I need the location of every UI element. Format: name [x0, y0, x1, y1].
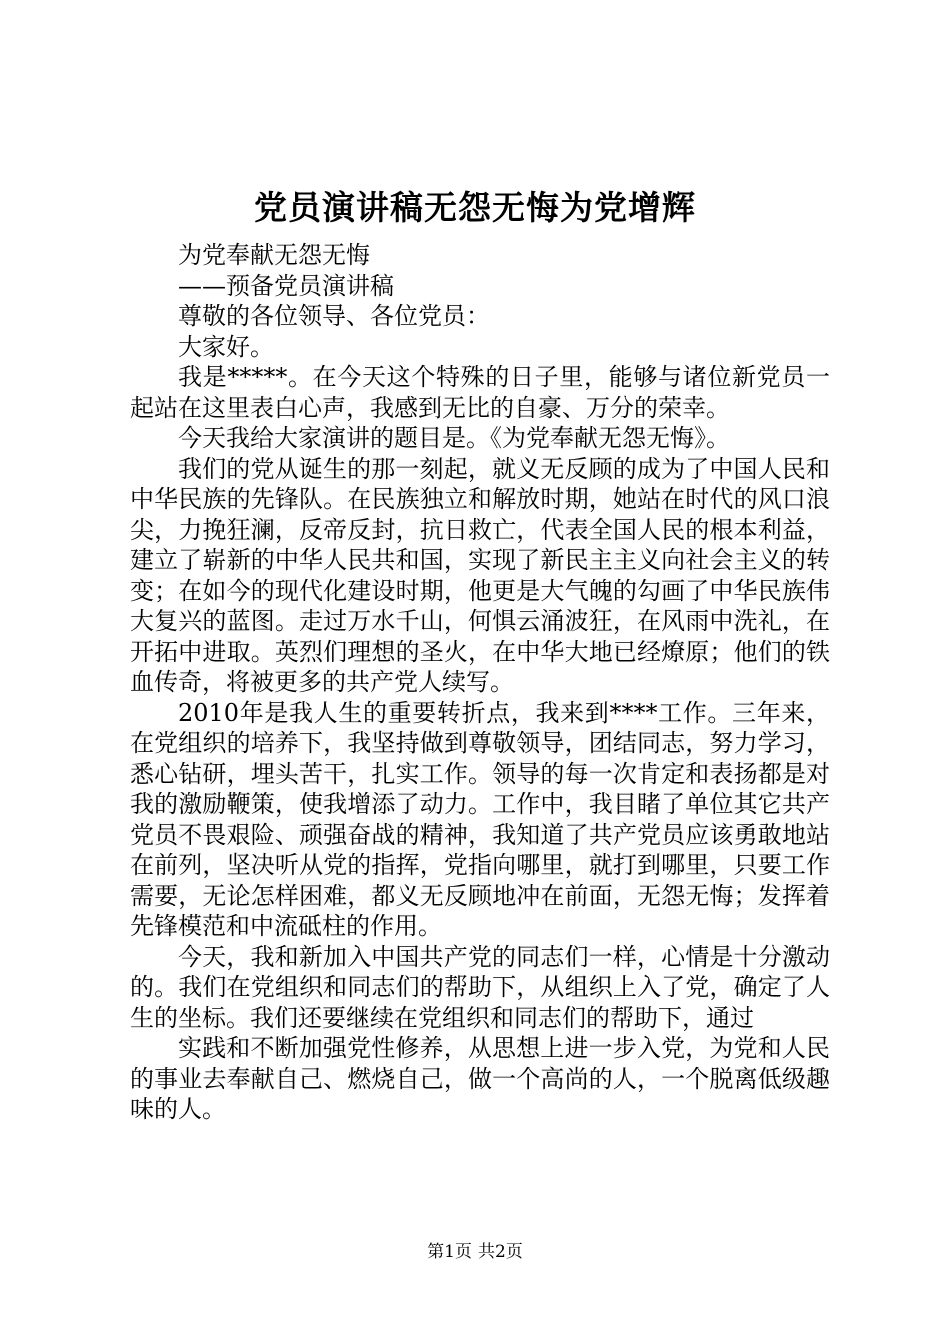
page-footer: [0, 1240, 950, 1264]
paragraph-intro: 我是*****。在今天这个特殊的日子里，能够与诸位新党员一起站在这里表白心声，我感到无比的自豪、万分的荣幸。: [130, 363, 830, 422]
paragraph-greeting: 大家好。: [178, 332, 274, 361]
paragraph-party-history: 我们的党从诞生的那一刻起，就义无反顾的成为了中国人民和中华民族的先锋队。在民族独立和解放时期，她站在时代的风口浪尖，力挽狂澜，反帝反封，抗日救亡，代表全国人民的根本利益，建立了崭新的中华人民共和国，实现了新民主主义向社会主义的转变；在如今的现代化建设时期，他更是大气魄的勾画了中华民族伟大复兴的蓝图。走过万水千山，何惧云涌波狂，在风雨中洗礼，在开拓中进取。英烈们理想的圣火，在中华大地已经燎原；他们的铁血传奇，将被更多的共产党人续写。: [130, 454, 830, 696]
paragraph-salutation: 尊敬的各位领导、各位党员：: [178, 302, 490, 330]
paragraph-subtitle-note: ——预备党员演讲稿: [178, 271, 394, 300]
paragraph-practice: 实践和不断加强党性修养，从思想上进一步入党，为党和人民的事业去奉献自己、燃烧自己，做一个高尚的人，一个脱离低级趣味的人。: [130, 1034, 830, 1123]
paragraph-personal: 2010年是我人生的重要转折点，我来到****工作。三年来，在党组织的培养下，我坚持做到尊敬领导，团结同志，努力学习，悉心钻研，埋头苦干，扎实工作。领导的每一次肯定和表扬都是对我的激励鞭策，使我增添了动力。工作中，我目睹了单位其它共产党员不畏艰险、顽强奋战的精神，我知道了共产党员应该勇敢地站在前列，坚决听从党的指挥，党指向哪里，就打到哪里，只要工作需要，无论怎样困难，都义无反顾地冲在前面，无怨无悔；发挥着先锋模范和中流砥柱的作用。: [130, 698, 830, 940]
document-title: 党员演讲稿无怨无悔为党增辉: [254, 188, 696, 227]
page-number: 第1页: [427, 1242, 472, 1262]
document-body: [130, 240, 830, 1125]
page-total: 共2页: [478, 1242, 523, 1262]
paragraph-today: 今天，我和新加入中国共产党的同志们一样，心情是十分激动的。我们在党组织和同志们的帮助下，从组织上入了党，确定了人生的坐标。我们还要继续在党组织和同志们的帮助下，通过: [130, 942, 830, 1032]
paragraph-topic: 今天我给大家演讲的题目是。《为党奉献无怨无悔》。: [178, 424, 730, 452]
paragraph-subtitle: 为党奉献无怨无悔: [178, 241, 370, 269]
